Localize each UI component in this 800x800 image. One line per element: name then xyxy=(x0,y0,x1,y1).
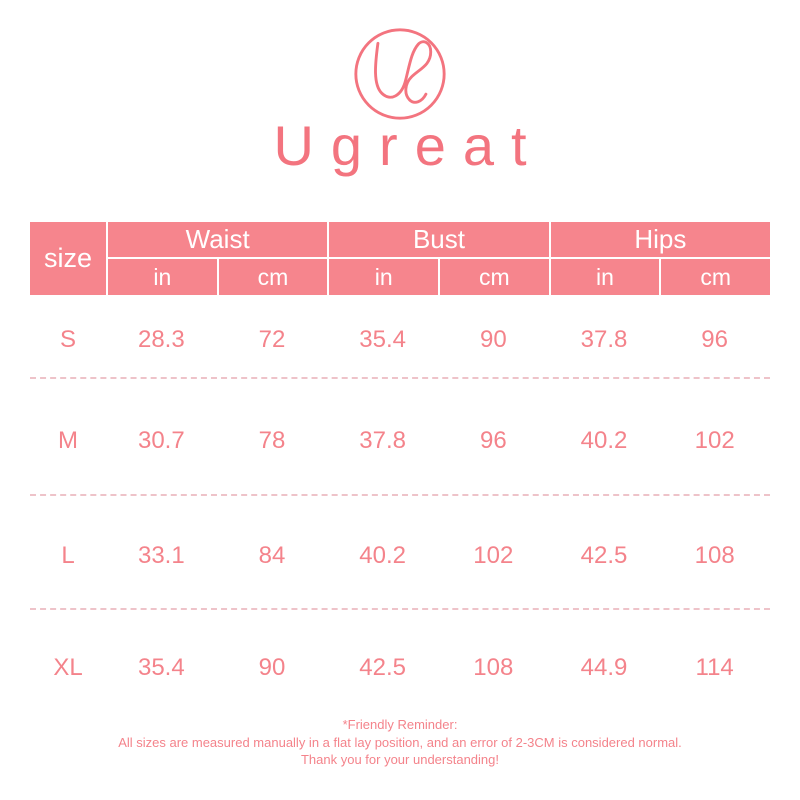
table-row-xl xyxy=(30,610,770,718)
header-hips-in: in xyxy=(551,259,660,295)
size-cell: S xyxy=(59,326,76,353)
value-cell: 108 xyxy=(694,542,735,569)
friendly-reminder xyxy=(0,716,800,769)
size-cell: L xyxy=(61,542,75,569)
header-group-hips: Hips xyxy=(551,222,770,257)
header-size: size xyxy=(30,222,106,295)
value-cell: 78 xyxy=(258,426,286,454)
value-cell: 35.4 xyxy=(137,654,185,681)
value-cell: 96 xyxy=(479,426,507,454)
ugreat-monogram-icon xyxy=(352,26,448,122)
header-bust-cm: cm xyxy=(440,259,549,295)
table-row-m xyxy=(30,379,770,496)
header-group-waist: Waist xyxy=(108,222,327,257)
size-chart-table xyxy=(30,222,770,718)
value-cell: 90 xyxy=(258,654,286,681)
reminder-line-3: Thank you for your understanding! xyxy=(300,752,499,767)
brand-name: Ugreat xyxy=(273,114,544,177)
value-cell: 37.8 xyxy=(580,326,628,353)
value-cell: 108 xyxy=(473,654,514,681)
value-cell: 28.3 xyxy=(137,326,185,353)
value-cell: 35.4 xyxy=(359,326,407,353)
value-cell: 90 xyxy=(479,326,507,353)
table-row-s xyxy=(30,295,770,379)
size-cell: XL xyxy=(53,654,83,681)
value-cell: 40.2 xyxy=(359,542,407,569)
value-cell: 72 xyxy=(258,326,286,353)
value-cell: 37.8 xyxy=(359,426,407,454)
header-bust-in: in xyxy=(329,259,438,295)
header-hips-cm: cm xyxy=(661,259,770,295)
value-cell: 40.2 xyxy=(580,426,628,454)
table-body xyxy=(30,295,770,718)
reminder-line-1: *Friendly Reminder: xyxy=(342,717,458,732)
value-cell: 114 xyxy=(695,654,734,681)
value-cell: 44.9 xyxy=(580,654,628,681)
table-header xyxy=(30,222,770,295)
header-waist-in: in xyxy=(108,259,217,295)
reminder-line-2: All sizes are measured manually in a flat lay position, and an error of 2-3CM is considered normal. xyxy=(118,734,682,750)
brand-header xyxy=(0,0,800,178)
value-cell: 33.1 xyxy=(137,542,185,569)
value-cell: 30.7 xyxy=(137,426,185,454)
table-row-l xyxy=(30,496,770,610)
value-cell: 42.5 xyxy=(580,542,628,569)
value-cell: 42.5 xyxy=(359,654,407,681)
size-cell: M xyxy=(58,426,78,454)
header-waist-cm: cm xyxy=(219,259,328,295)
header-group-bust: Bust xyxy=(329,222,548,257)
value-cell: 96 xyxy=(701,326,728,353)
value-cell: 102 xyxy=(694,426,735,454)
value-cell: 84 xyxy=(258,542,286,569)
value-cell: 102 xyxy=(473,542,514,569)
